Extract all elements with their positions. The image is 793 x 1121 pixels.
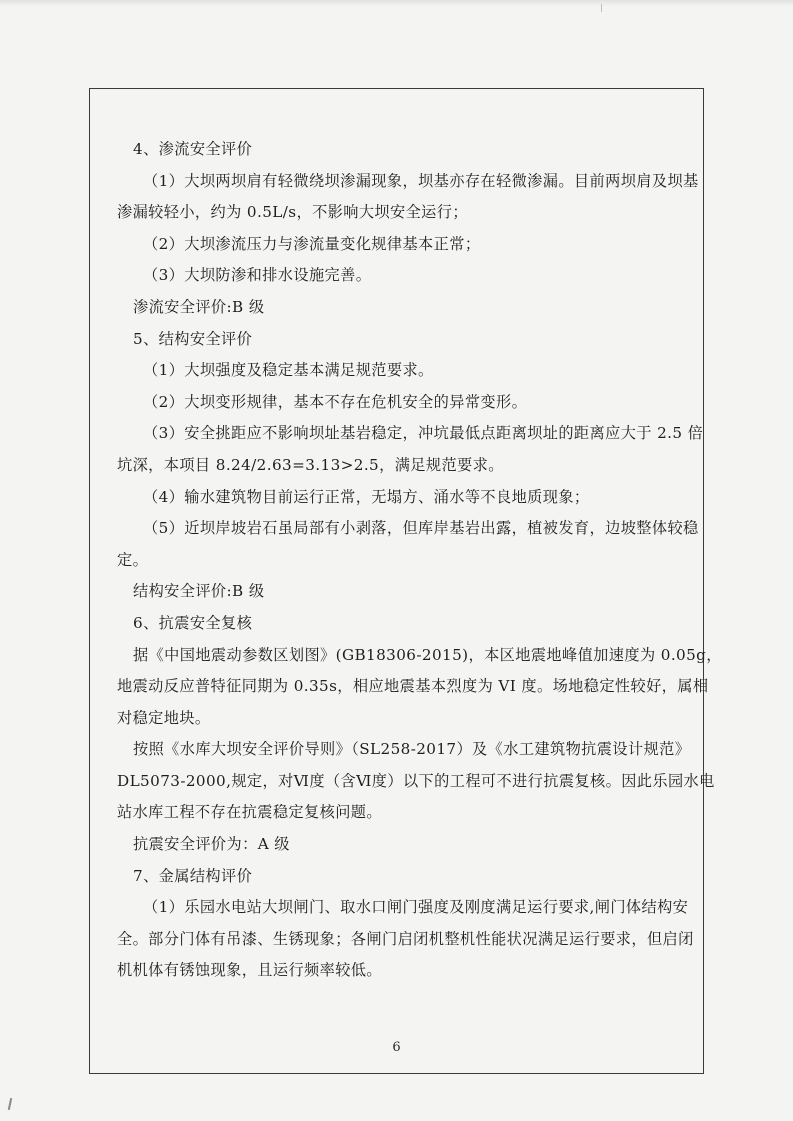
rating-structure: 结构安全评价:B 级: [133, 582, 265, 601]
paragraph-line: 渗漏较轻小，约为 0.5L/s，不影响大坝安全运行；: [117, 203, 468, 222]
paragraph-line: （3）大坝防渗和排水设施完善。: [143, 266, 372, 285]
paragraph-line: 全。部分门体有吊漆、生锈现象；各闸门启闭机整机性能状况满足运行要求，但启闭: [117, 929, 694, 948]
paragraph-line: 坑深，本项目 8.24/2.63=3.13>2.5，满足规范要求。: [117, 455, 504, 474]
section-heading-seismic: 6、抗震安全复核: [133, 613, 253, 632]
paragraph-line: 定。: [117, 550, 149, 569]
section-heading-metal-structure: 7、金属结构评价: [133, 866, 253, 885]
paragraph-line: （1）大坝强度及稳定基本满足规范要求。: [143, 361, 434, 380]
paragraph-line: DL5073-2000,规定，对Ⅵ度（含Ⅵ度）以下的工程可不进行抗震复核。因此乐园水电: [117, 771, 715, 790]
section-heading-seepage: 4、渗流安全评价: [133, 140, 253, 158]
scan-mark: [601, 4, 602, 12]
paragraph-line: （2）大坝渗流压力与渗流量变化规律基本正常；: [143, 234, 481, 253]
paragraph-line: 站水库工程不存在抗震稳定复核问题。: [117, 803, 382, 822]
paragraph-line: 机机体有锈蚀现象，且运行频率较低。: [117, 961, 382, 980]
document-body: [117, 134, 722, 987]
scan-edge: [0, 0, 793, 6]
paragraph-line: 按照《水库大坝安全评价导则》（SL258-2017）及《水工建筑物抗震设计规范》: [133, 740, 691, 759]
paragraph-line: 地震动反应普特征同期为 0.35s，相应地震基本烈度为 VI 度。场地稳定性较好，属相: [117, 677, 709, 696]
rating-seepage: 渗流安全评价:B 级: [133, 297, 265, 316]
rating-seismic: 抗震安全评价为：A 级: [133, 835, 290, 854]
scan-mark: [8, 1098, 12, 1110]
paragraph-line: （5）近坝岸坡岩石虽局部有小剥落，但库岸基岩出露，植被发育，边坡整体较稳: [143, 519, 699, 538]
paragraph-line: 对稳定地块。: [117, 708, 211, 727]
paragraph-line: （1）乐园水电站大坝闸门、取水口闸门强度及刚度满足运行要求,闸门体结构安: [143, 898, 689, 917]
paragraph-line: 据《中国地震动参数区划图》(GB18306-2015)，本区地震地峰值加速度为 0.05g，: [133, 645, 722, 664]
page-number: 6: [392, 1040, 401, 1055]
paragraph-line: （4）输水建筑物目前运行正常，无塌方、涌水等不良地质现象；: [143, 487, 590, 506]
paragraph-line: （1）大坝两坝肩有轻微绕坝渗漏现象，坝基亦存在轻微渗漏。目前两坝肩及坝基: [143, 171, 699, 190]
section-heading-structure: 5、结构安全评价: [133, 329, 253, 348]
paragraph-line: （3）安全挑距应不影响坝址基岩稳定，冲坑最低点距离坝址的距离应大于 2.5 倍: [143, 424, 704, 443]
paragraph-line: （2）大坝变形规律，基本不存在危机安全的异常变形。: [143, 392, 528, 411]
